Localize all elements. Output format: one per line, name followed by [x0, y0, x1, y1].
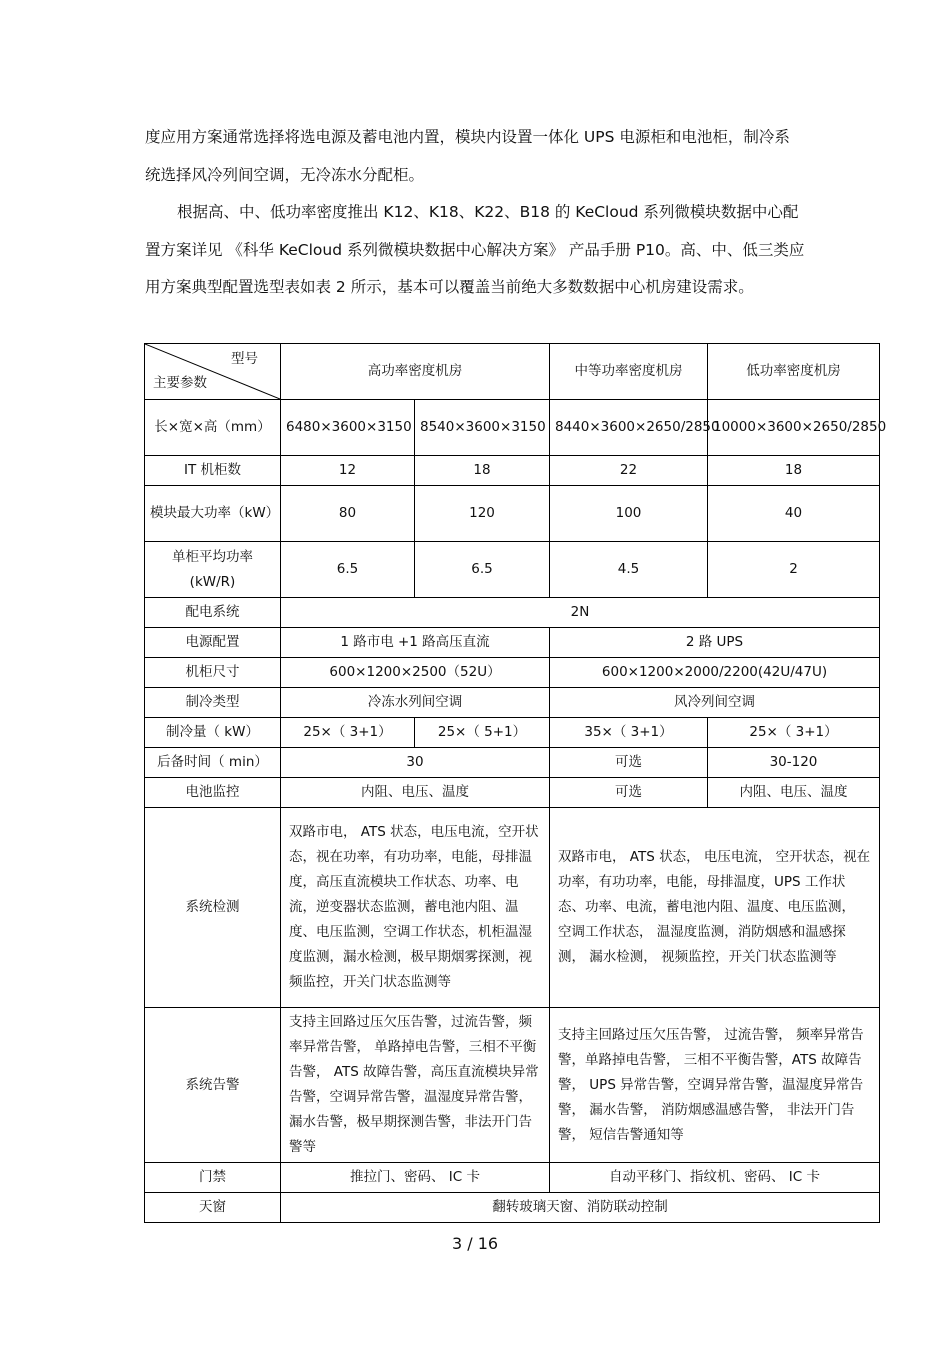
- cell-capacity-b18: 25×（ 3+1）: [708, 718, 880, 748]
- row-label-avg-power: 单柜平均功率(kW/R): [145, 542, 281, 598]
- header-high: 高功率密度机房: [281, 344, 550, 400]
- cell-racks-k18: 18: [415, 456, 550, 486]
- row-label-distribution: 配电系统: [145, 598, 281, 628]
- page-total: 16: [477, 1234, 499, 1253]
- paragraph-2: 根据高、中、低功率密度推出 K12、K18、K22、B18 的 KeCloud 系列微模块数据中心配置方案详见 《科华 KeCloud 系列微模块数据中心解决方案》 产品手册 P10。高、中、低三类应用方案典型配置选型表如表 2 所示，基本可以覆盖当前绝大多数数据中心机房建设需求。: [145, 203, 805, 296]
- cell-dims-k12: 6480×3600×3150: [281, 400, 415, 456]
- row-label-capacity: 制冷量（ kW）: [145, 718, 281, 748]
- cell-avg-k22: 4.5: [550, 542, 708, 598]
- cell-supply-rest: 2 路 UPS: [550, 628, 880, 658]
- table-row: [145, 688, 880, 718]
- cell-alarm-high: 支持主回路过压欠压告警，过流告警，频率异常告警， 单路掉电告警，三相不平衡告警， ATS 故障告警，高压直流模块异常告警，空调异常告警，温湿度异常告警， 漏水告警，极早期探测告警，非法开门告警等: [281, 1008, 550, 1163]
- table-row: [145, 658, 880, 688]
- cell-battery-high: 内阻、电压、温度: [281, 778, 550, 808]
- cell-avg-k18: 6.5: [415, 542, 550, 598]
- page-separator: /: [467, 1234, 473, 1253]
- table-corner-cell: [145, 344, 281, 400]
- row-label-supply: 电源配置: [145, 628, 281, 658]
- cell-door-rest: 自动平移门、指纹机、密码、 IC 卡: [550, 1163, 880, 1193]
- cell-dims-k18: 8540×3600×3150: [415, 400, 550, 456]
- cell-detection-high: 双路市电， ATS 状态，电压电流，空开状态，视在功率，有功功率，电能，母排温度，高压直流模块工作状态、功率、电流，逆变器状态监测，蓄电池内阻、温度、电压监测，空调工作状态，机柜温湿度监测，漏水检测，极早期烟雾探测，视频监控，开关门状态监测等: [281, 808, 550, 1008]
- header-mid: 中等功率密度机房: [550, 344, 708, 400]
- row-label-battery: 电池监控: [145, 778, 281, 808]
- cell-power-k18: 120: [415, 486, 550, 542]
- cell-dims-k22: 8440×3600×2650/2850: [550, 400, 708, 456]
- table-row: [145, 344, 880, 400]
- cell-power-k22: 100: [550, 486, 708, 542]
- body-text: [145, 119, 805, 307]
- paragraph-1: 度应用方案通常选择将选电源及蓄电池内置，模块内设置一体化 UPS 电源柜和电池柜，制冷系统选择风冷列间空调，无冷冻水分配柜。: [145, 128, 790, 184]
- row-label-alarm: 系统告警: [145, 1008, 281, 1163]
- cell-alarm-rest: 支持主回路过压欠压告警， 过流告警， 频率异常告警，单路掉电告警， 三相不平衡告警，ATS 故障告警， UPS 异常告警，空调异常告警，温湿度异常告警， 漏水告警， 消防烟感温感告警， 非法开门告警， 短信告警通知等: [550, 1008, 880, 1163]
- row-label-dims: 长×宽×高（mm）: [145, 400, 281, 456]
- table-row: [145, 628, 880, 658]
- cell-door-high: 推拉门、密码、 IC 卡: [281, 1163, 550, 1193]
- row-label-detection: 系统检测: [145, 808, 281, 1008]
- table-row: [145, 718, 880, 748]
- row-label-cabinet: 机柜尺寸: [145, 658, 281, 688]
- cell-backup-mid: 可选: [550, 748, 708, 778]
- page-current: 3: [451, 1234, 463, 1253]
- table-row: [145, 1163, 880, 1193]
- cell-distribution: 2N: [281, 598, 880, 628]
- row-label-skylight: 天窗: [145, 1193, 281, 1223]
- cell-battery-low: 内阻、电压、温度: [708, 778, 880, 808]
- cell-cabinet-rest: 600×1200×2000/2200(42U/47U): [550, 658, 880, 688]
- table-row: [145, 542, 880, 598]
- cell-avg-k12: 6.5: [281, 542, 415, 598]
- cell-cabinet-high: 600×1200×2500（52U）: [281, 658, 550, 688]
- cell-power-k12: 80: [281, 486, 415, 542]
- table-row: [145, 400, 880, 456]
- row-label-backup: 后备时间（ min）: [145, 748, 281, 778]
- table-row: [145, 1193, 880, 1223]
- cell-capacity-k18: 25×（ 5+1）: [415, 718, 550, 748]
- cell-capacity-k12: 25×（ 3+1）: [281, 718, 415, 748]
- cell-backup-high: 30: [281, 748, 550, 778]
- row-label-racks: IT 机柜数: [145, 456, 281, 486]
- page-number: [0, 1234, 950, 1253]
- row-label-power: 模块最大功率（kW）: [145, 486, 281, 542]
- cell-skylight: 翻转玻璃天窗、消防联动控制: [281, 1193, 880, 1223]
- cell-racks-k12: 12: [281, 456, 415, 486]
- cell-racks-b18: 18: [708, 456, 880, 486]
- cell-supply-high: 1 路市电 +1 路高压直流: [281, 628, 550, 658]
- cell-cooling-rest: 风冷列间空调: [550, 688, 880, 718]
- table-row: [145, 808, 880, 1008]
- cell-battery-mid: 可选: [550, 778, 708, 808]
- corner-param-label: 主要参数: [153, 375, 207, 391]
- cell-backup-low: 30-120: [708, 748, 880, 778]
- table-row: [145, 1008, 880, 1163]
- cell-power-b18: 40: [708, 486, 880, 542]
- cell-cooling-high: 冷冻水列间空调: [281, 688, 550, 718]
- table-row: [145, 456, 880, 486]
- corner-model-label: 型号: [231, 351, 258, 367]
- table-row: [145, 486, 880, 542]
- cell-racks-k22: 22: [550, 456, 708, 486]
- cell-detection-rest: 双路市电， ATS 状态， 电压电流， 空开状态，视在功率，有功功率，电能，母排温度，UPS 工作状态、功率、电流，蓄电池内阻、温度、电压监测， 空调工作状态， 温湿度监测，消防烟感和温感探测， 漏水检测， 视频监控，开关门状态监测等: [550, 808, 880, 1008]
- row-label-cooling: 制冷类型: [145, 688, 281, 718]
- cell-avg-b18: 2: [708, 542, 880, 598]
- table-row: [145, 598, 880, 628]
- cell-dims-b18: 10000×3600×2650/2850: [708, 400, 880, 456]
- config-table: [144, 343, 887, 1223]
- header-low: 低功率密度机房: [708, 344, 880, 400]
- cell-capacity-k22: 35×（ 3+1）: [550, 718, 708, 748]
- row-label-door: 门禁: [145, 1163, 281, 1193]
- table-row: [145, 748, 880, 778]
- table-row: [145, 778, 880, 808]
